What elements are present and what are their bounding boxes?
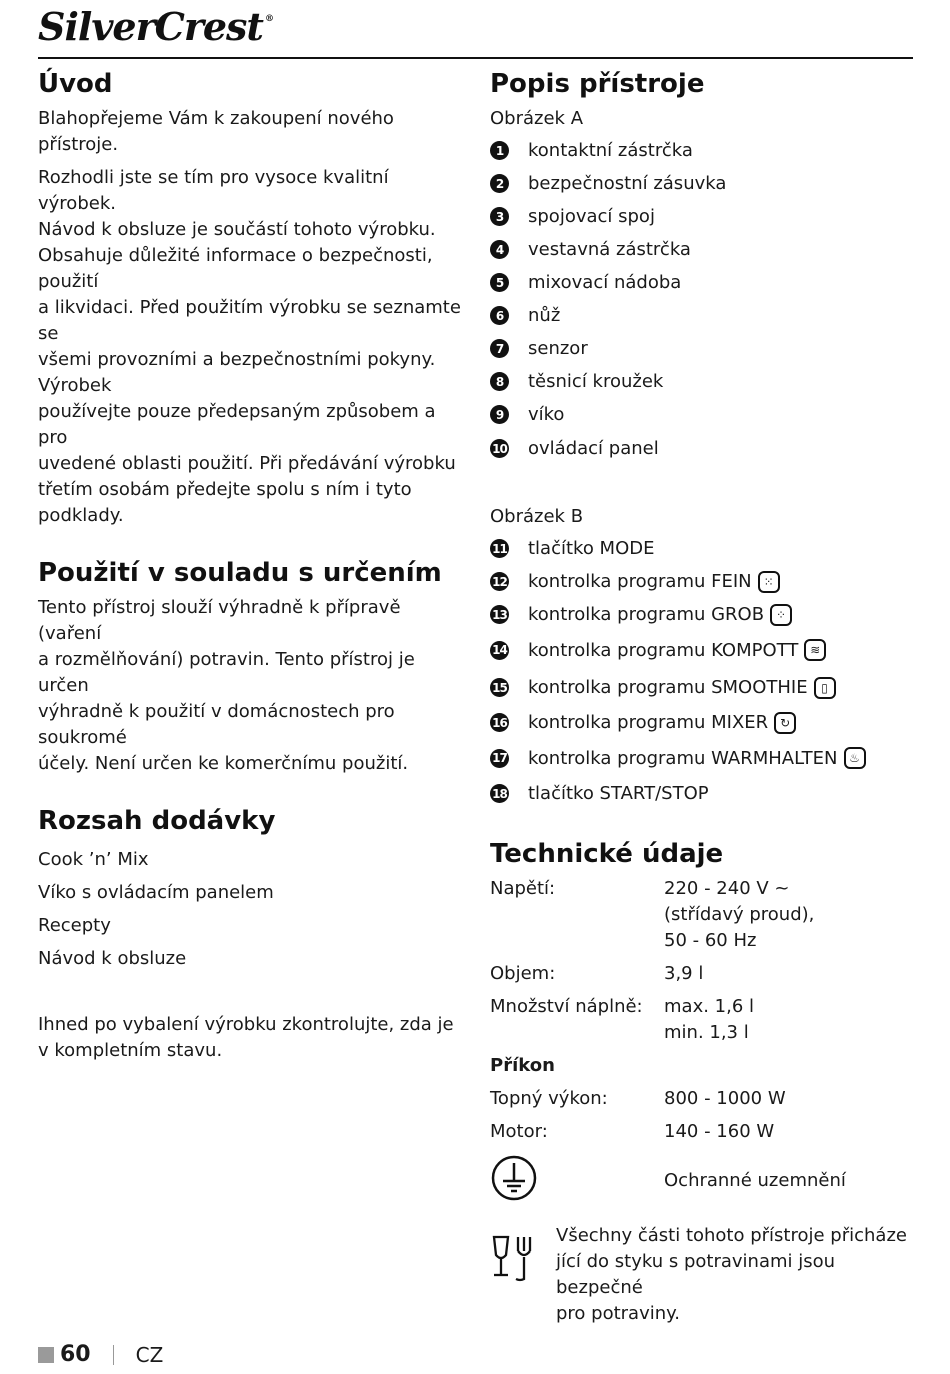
item-label: těsnicí kroužek	[528, 371, 664, 392]
spec-value: 800 - 1000 W	[664, 1088, 786, 1109]
smoothie-program-icon: ▯	[814, 677, 836, 699]
list-item	[490, 365, 910, 398]
figure-b-label: Obrázek B	[490, 506, 584, 527]
item-label: senzor	[528, 338, 588, 359]
list-item	[490, 134, 910, 167]
number-badge: 7	[490, 339, 509, 358]
food-safe-text	[556, 1223, 910, 1327]
food-icon-cell	[490, 1223, 556, 1327]
scope-item: Návod k obsluze	[38, 948, 187, 969]
spec-label: Topný výkon:	[490, 1088, 608, 1109]
text-line: v kompletním stavu.	[38, 1040, 223, 1061]
item-label: ovládací panel	[528, 438, 659, 459]
list-item	[490, 532, 910, 565]
text-line: Tento přístroj slouží výhradně k přípravě (vaření	[38, 597, 401, 644]
ground-row	[490, 1155, 910, 1205]
number-badge: 2	[490, 174, 509, 193]
usage-paragraph	[38, 595, 463, 777]
scope-heading: Rozsah dodávky	[38, 806, 276, 836]
spec-motor	[490, 1119, 910, 1145]
item-label: mixovací nádoba	[528, 272, 682, 293]
item-label: kontaktní zástrčka	[528, 140, 693, 161]
fein-program-icon: ⁙	[758, 571, 780, 593]
number-badge: 15	[490, 678, 509, 697]
scope-note	[38, 1012, 463, 1064]
number-badge: 17	[490, 749, 509, 768]
text-line: Všechny části tohoto přístroje přicháze	[556, 1225, 907, 1246]
number-badge: 10	[490, 439, 509, 458]
kompott-program-icon: ≋	[804, 639, 826, 661]
list-item	[490, 669, 910, 706]
value-line: max. 1,6 l	[664, 996, 755, 1017]
text-line: Obsahuje důležité informace o bezpečnosti, použití	[38, 245, 433, 292]
scope-item: Recepty	[38, 915, 111, 936]
spec-voltage	[490, 876, 910, 954]
spec-value	[664, 994, 910, 1046]
scope-item: Víko s ovládacím panelem	[38, 882, 274, 903]
footer-separator	[113, 1345, 114, 1365]
list-item	[490, 233, 910, 266]
ground-icon-cell	[490, 1154, 664, 1206]
number-badge: 13	[490, 605, 509, 624]
text-line: používejte pouze předepsaným způsobem a pro	[38, 401, 436, 448]
value-line: min. 1,3 l	[664, 1022, 749, 1043]
brand-name: SilverCrest	[38, 4, 263, 49]
food-safe-row	[490, 1223, 910, 1327]
value-line: 220 - 240 V ~	[664, 878, 790, 899]
mixer-program-icon: ↻	[774, 712, 796, 734]
text-line: všemi provozními a bezpečnostními pokyny. Výrobek	[38, 349, 436, 396]
left-column	[38, 62, 463, 1064]
item-label: tlačítko MODE	[528, 538, 655, 559]
registered-mark: ®	[264, 14, 273, 24]
item-label: nůž	[528, 305, 561, 326]
list-item	[490, 631, 910, 669]
number-badge: 1	[490, 141, 509, 160]
text-line: Návod k obsluze je součástí tohoto výrobku.	[38, 219, 436, 240]
brand-logo	[38, 4, 273, 49]
item-label: kontrolka programu FEIN	[528, 571, 752, 592]
list-item	[490, 299, 910, 332]
number-badge: 4	[490, 240, 509, 259]
ground-text: Ochranné uzemnění	[664, 1169, 846, 1191]
item-label: kontrolka programu KOMPOTT	[528, 639, 799, 661]
number-badge: 12	[490, 572, 509, 591]
item-label: tlačítko START/STOP	[528, 783, 709, 804]
list-item	[490, 431, 910, 466]
power-heading: Příkon	[490, 1055, 555, 1076]
number-badge: 14	[490, 641, 509, 660]
item-label: vestavná zástrčka	[528, 239, 691, 260]
text-line: výhradně k použití v domácnostech pro soukromé	[38, 701, 395, 748]
text-line: jící do styku s potravinami jsou bezpečné	[556, 1251, 836, 1298]
spec-value	[664, 876, 910, 954]
protective-earth-icon	[490, 1154, 538, 1202]
intro-paragraph-1: Blahopřejeme Vám k zakoupení nového přístroje.	[38, 108, 394, 155]
page-footer	[38, 1342, 163, 1367]
spec-volume	[490, 961, 910, 987]
number-badge: 16	[490, 713, 509, 732]
parts-list-a	[490, 134, 910, 466]
spec-heating	[490, 1086, 910, 1112]
value-line: 50 - 60 Hz	[664, 930, 757, 951]
list-item	[490, 266, 910, 299]
item-label: víko	[528, 404, 565, 425]
list-item	[490, 777, 910, 810]
list-item	[490, 200, 910, 233]
spec-value: 140 - 160 W	[664, 1121, 775, 1142]
text-line: třetím osobám předejte spolu s ním i tyto podklady.	[38, 479, 412, 526]
number-badge: 8	[490, 372, 509, 391]
list-item	[490, 332, 910, 365]
number-badge: 6	[490, 306, 509, 325]
grob-program-icon: ⁘	[770, 604, 792, 626]
number-badge: 3	[490, 207, 509, 226]
text-line: účely. Není určen ke komerčnímu použití.	[38, 753, 409, 774]
list-item	[490, 167, 910, 200]
description-heading: Popis přístroje	[490, 69, 705, 99]
spec-label: Množství náplně:	[490, 996, 643, 1017]
text-line: pro potraviny.	[556, 1303, 680, 1324]
list-item	[490, 565, 910, 598]
text-line: Ihned po vybalení výrobku zkontrolujte, zda je	[38, 1014, 454, 1035]
item-label: spojovací spoj	[528, 206, 655, 227]
number-badge: 9	[490, 405, 509, 424]
footer-marker	[38, 1347, 54, 1363]
text-line: a likvidaci. Před použitím výrobku se seznamte se	[38, 297, 461, 344]
page-number: 60	[60, 1342, 91, 1367]
list-item	[490, 706, 910, 739]
spec-label: Napětí:	[490, 878, 556, 899]
item-label: kontrolka programu WARMHALTEN	[528, 747, 838, 769]
warmhalten-program-icon: ♨	[844, 747, 866, 769]
list-item	[490, 598, 910, 631]
language-code: CZ	[135, 1342, 164, 1367]
food-safe-icon	[490, 1233, 536, 1285]
intro-paragraph-2	[38, 165, 463, 529]
parts-list-b	[490, 532, 910, 810]
item-label: kontrolka programu MIXER	[528, 712, 769, 733]
text-line: Rozhodli jste se tím pro vysoce kvalitní výrobek.	[38, 167, 389, 214]
text-line: uvedené oblasti použití. Při předávání výrobku	[38, 453, 456, 474]
item-label: kontrolka programu SMOOTHIE	[528, 677, 808, 698]
scope-item: Cook ’n’ Mix	[38, 849, 149, 870]
intro-heading: Úvod	[38, 69, 113, 99]
item-label: kontrolka programu GROB	[528, 604, 765, 625]
header-rule	[38, 57, 913, 59]
spec-fill	[490, 994, 910, 1046]
item-label: bezpečnostní zásuvka	[528, 173, 727, 194]
spec-label: Objem:	[490, 963, 556, 984]
tech-heading: Technické údaje	[490, 839, 724, 869]
number-badge: 18	[490, 784, 509, 803]
usage-heading: Použití v souladu s určením	[38, 558, 442, 588]
spec-label: Motor:	[490, 1121, 548, 1142]
text-line: a rozmělňování) potravin. Tento přístroj je určen	[38, 649, 415, 696]
right-column	[490, 62, 910, 1327]
spec-value: 3,9 l	[664, 963, 704, 984]
number-badge: 5	[490, 273, 509, 292]
number-badge: 11	[490, 539, 509, 558]
list-item	[490, 398, 910, 431]
figure-a-label: Obrázek A	[490, 108, 584, 129]
list-item	[490, 739, 910, 777]
value-line: (střídavý proud),	[664, 904, 815, 925]
